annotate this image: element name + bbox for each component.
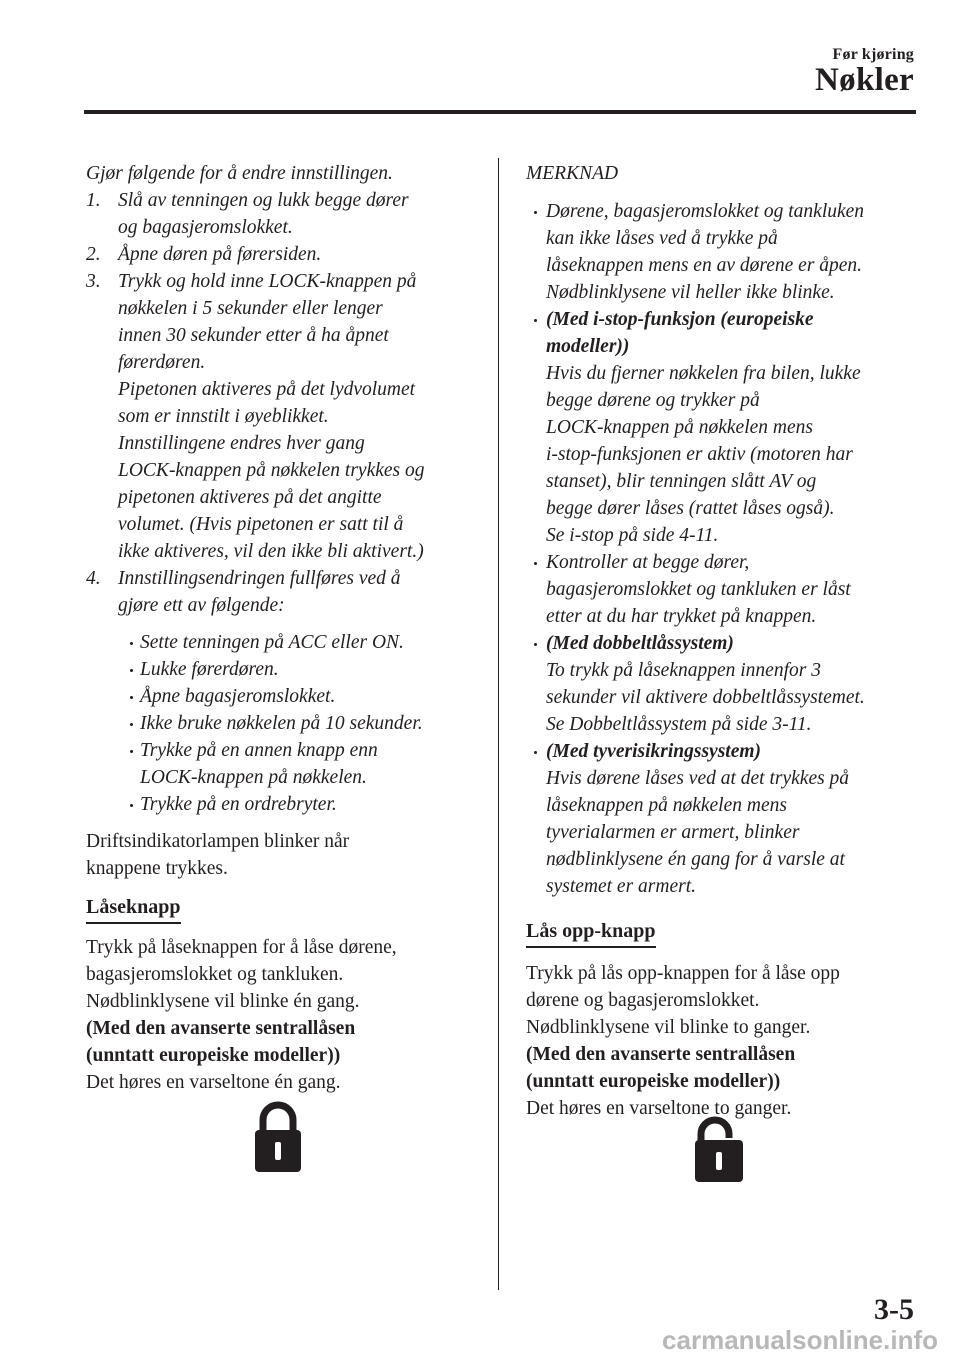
bullet-dot: [130, 696, 133, 699]
paragraph-line: knappene trykkes.: [86, 858, 228, 879]
indicator-paragraph: [86, 828, 484, 882]
watermark-text: carmanualsonline.info: [662, 1325, 938, 1355]
bullet-dot: [534, 643, 537, 646]
paragraph-line: dørene og bagasjeromslokket.: [526, 990, 760, 1011]
step-line: førerdøren.: [118, 352, 206, 373]
paragraph-line: Trykk på låseknappen for å låse dørene,: [86, 937, 397, 958]
list-item-text: Trykke på en annen knapp enn: [140, 740, 378, 761]
step-line: ikke aktiveres, vil den ikke bli aktivert.): [118, 541, 424, 562]
step-3: [86, 268, 484, 565]
bullet-dot: [534, 211, 537, 214]
bullet-dot: [534, 751, 537, 754]
bullet-dot: [130, 642, 133, 645]
lock-paragraph: [86, 934, 484, 1096]
unlock-paragraph: [526, 960, 926, 1122]
step-line: gjøre ett av følgende:: [118, 595, 285, 616]
padlock-open-icon: [693, 1116, 745, 1184]
step-line: Åpne døren på førersiden.: [118, 244, 322, 265]
section-label: Før kjøring: [832, 46, 914, 63]
paragraph-line: (Med den avanserte sentrallåsen: [86, 1018, 356, 1039]
step-line: og bagasjeromslokket.: [118, 217, 293, 238]
paragraph-line: Driftsindikatorlampen blinker når: [86, 831, 350, 852]
paragraph-line: (Med den avanserte sentrallåsen: [526, 1044, 796, 1065]
note-line: begge dører låses (rattet låses også).: [546, 498, 835, 519]
note-line: Dørene, bagasjeromslokket og tankluken: [546, 201, 865, 222]
list-item: [130, 710, 484, 737]
note-line: Se Dobbeltlåssystem på side 3-11.: [546, 714, 812, 735]
note-line: systemet er armert.: [546, 876, 697, 897]
list-item-text: LOCK-knappen på nøkkelen.: [140, 767, 367, 788]
left-column: [86, 160, 484, 1096]
note-item: [526, 549, 926, 630]
step-1: [86, 187, 484, 241]
bullet-dot: [534, 319, 537, 322]
step-line: Pipetonen aktiveres på det lydvolumet: [118, 379, 416, 400]
bullet-dot: [130, 669, 133, 672]
paragraph-line: Nødblinklysene vil blinke én gang.: [86, 991, 360, 1012]
paragraph-line: (unntatt europeiske modeller)): [526, 1071, 781, 1092]
step-line: volumet. (Hvis pipetonen er satt til å: [118, 514, 404, 535]
note-line: i-stop-funksjonen er aktiv (motoren har: [546, 444, 853, 465]
note-line: stanset), blir tenningen slått AV og: [546, 471, 817, 492]
step-line: Trykk og hold inne LOCK-knappen på: [118, 271, 417, 292]
header-rule: [84, 110, 916, 114]
step-line: Innstillingsendringen fullføres ved å: [118, 568, 401, 589]
list-item-text: Lukke førerdøren.: [140, 659, 279, 680]
step-line: som er innstilt i øyeblikket.: [118, 406, 329, 427]
step-line: LOCK-knappen på nøkkelen trykkes og: [118, 460, 425, 481]
bullet-dot: [130, 750, 133, 753]
step-number: 3.: [86, 271, 101, 292]
note-line: Nødblinklysene vil heller ikke blinke.: [546, 282, 835, 303]
page-number: 3-5: [874, 1293, 914, 1326]
intro-text: Gjør følgende for å endre innstillingen.: [86, 163, 393, 184]
completion-options-list: [130, 629, 484, 818]
unlock-button-heading: Lås opp-knapp: [526, 918, 656, 948]
note-item: [526, 198, 926, 306]
note-line: Kontroller at begge dører,: [546, 552, 750, 573]
bullet-dot: [130, 723, 133, 726]
note-line: kan ikke låses ved å trykke på: [546, 228, 778, 249]
note-line: Se i-stop på side 4-11.: [546, 525, 719, 546]
note-line: (Med dobbeltlåssystem): [546, 633, 734, 654]
note-line: nødblinklysene én gang for å varsle at: [546, 849, 845, 870]
list-item-text: Trykke på en ordrebryter.: [140, 794, 337, 815]
note-line: begge dørene og trykker på: [546, 390, 760, 411]
paragraph-line: Trykk på lås opp-knappen for å låse opp: [526, 963, 840, 984]
list-item: [130, 656, 484, 683]
paragraph-line: Det høres en varseltone én gang.: [86, 1072, 341, 1093]
step-line: pipetonen aktiveres på det angitte: [118, 487, 382, 508]
paragraph-line: Nødblinklysene vil blinke to ganger.: [526, 1017, 811, 1038]
column-divider: [498, 158, 499, 1290]
step-number: 4.: [86, 568, 101, 589]
paragraph-line: bagasjeromslokket og tankluken.: [86, 964, 344, 985]
note-line: (Med i-stop-funksjon (europeiske: [546, 309, 814, 330]
note-item: [526, 306, 926, 549]
lock-heading-row: [86, 894, 484, 924]
note-line: Hvis du fjerner nøkkelen fra bilen, lukke: [546, 363, 861, 384]
note-item: [526, 738, 926, 900]
list-item: [130, 737, 484, 791]
note-line: LOCK-knappen på nøkkelen mens: [546, 417, 813, 438]
padlock-closed-icon: [253, 1098, 303, 1174]
list-item: [130, 629, 484, 656]
note-line: To trykk på låseknappen innenfor 3: [546, 660, 821, 681]
paragraph-line: (unntatt europeiske modeller)): [86, 1045, 341, 1066]
list-item-text: Åpne bagasjeromslokket.: [140, 686, 336, 707]
note-line: etter at du har trykket på knappen.: [546, 606, 817, 627]
note-list: [526, 198, 926, 900]
step-line: Slå av tenningen og lukk begge dører: [118, 190, 409, 211]
step-line: innen 30 sekunder etter å ha åpnet: [118, 325, 389, 346]
page-title: Nøkler: [815, 62, 914, 98]
step-line: Innstillingene endres hver gang: [118, 433, 365, 454]
step-4: [86, 565, 484, 619]
step-number: 1.: [86, 190, 101, 211]
note-line: tyverialarmen er armert, blinker: [546, 822, 800, 843]
note-line: låseknappen mens en av dørene er åpen.: [546, 255, 863, 276]
bullet-dot: [534, 562, 537, 565]
list-item: [130, 683, 484, 710]
note-heading: MERKNAD: [526, 163, 619, 184]
list-item: [130, 791, 484, 818]
step-number: 2.: [86, 244, 101, 265]
note-line: sekunder vil aktivere dobbeltlåssystemet.: [546, 687, 865, 708]
note-line: (Med tyverisikringssystem): [546, 741, 762, 762]
paragraph-line: Det høres en varseltone to ganger.: [526, 1098, 792, 1119]
bullet-dot: [130, 804, 133, 807]
note-item: [526, 630, 926, 738]
list-item-text: Ikke bruke nøkkelen på 10 sekunder.: [140, 713, 423, 734]
list-item-text: Sette tenningen på ACC eller ON.: [140, 632, 404, 653]
steps-list: [86, 187, 484, 619]
note-line: modeller)): [546, 336, 630, 357]
step-line: nøkkelen i 5 sekunder eller lenger: [118, 298, 383, 319]
unlock-heading-row: [526, 918, 926, 948]
step-2: [86, 241, 484, 268]
lock-button-heading: Låseknapp: [86, 894, 181, 924]
note-line: Hvis dørene låses ved at det trykkes på: [546, 768, 850, 789]
note-line: låseknappen på nøkkelen mens: [546, 795, 787, 816]
note-line: bagasjeromslokket og tankluken er låst: [546, 579, 851, 600]
right-column: [526, 160, 926, 1122]
